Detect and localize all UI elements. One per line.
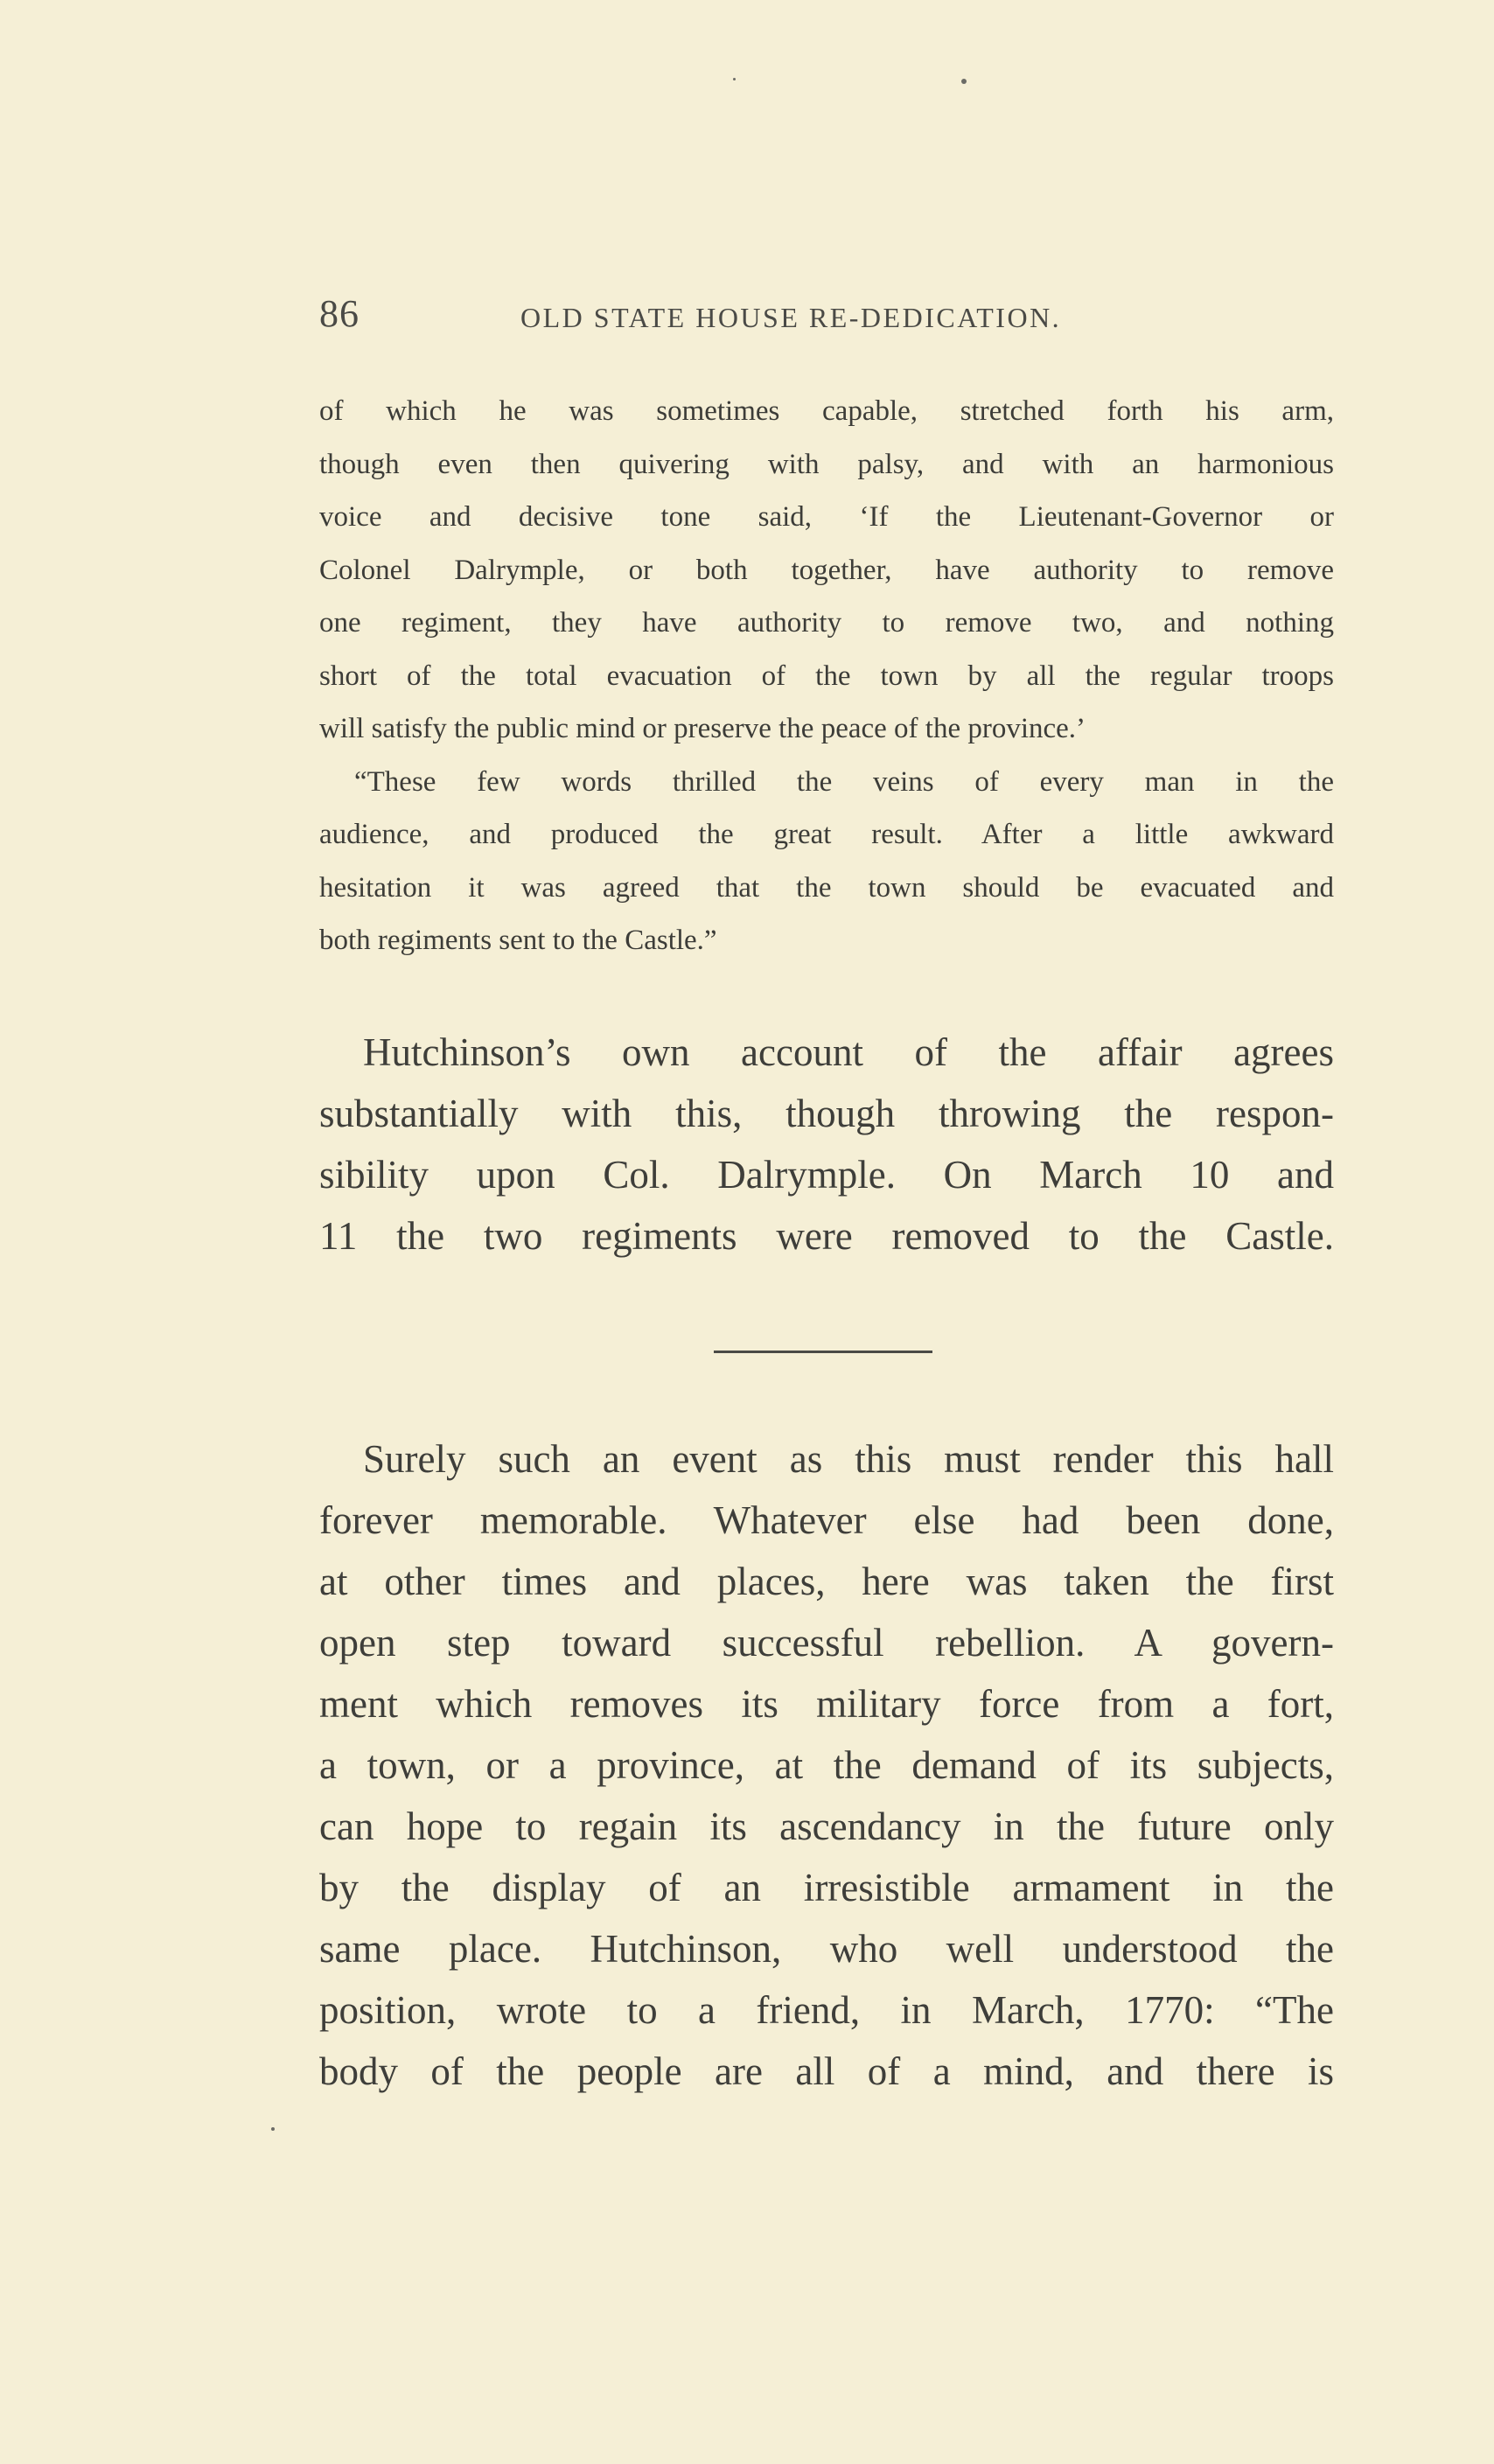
- text-line: Hutchinson’s own account of the affair agrees: [363, 1030, 1334, 1074]
- text-line: a town, or a province, at the demand of its subjects,: [319, 1743, 1334, 1787]
- ink-speck: [271, 2127, 275, 2131]
- paragraph-hutchinson: [319, 1022, 1334, 1267]
- text-line: sibility upon Col. Dalrymple. On March 10 and: [319, 1153, 1334, 1197]
- text-line: will satisfy the public mind or preserve the peace of the province.’: [319, 713, 1086, 744]
- text-line: at other times and places, here was taken the first: [319, 1560, 1334, 1603]
- text-line: “These few words thrilled the veins of every man in the: [354, 765, 1334, 798]
- paragraph-surely: [319, 1428, 1334, 2102]
- text-line: audience, and produced the great result. After a little awkward: [319, 819, 1334, 850]
- text-line: open step toward successful rebellion. A govern-: [319, 1621, 1334, 1665]
- text-line: one regiment, they have authority to remove two, and nothing: [319, 607, 1334, 639]
- running-title: OLD STATE HOUSE RE-DEDICATION.: [520, 302, 1062, 333]
- text-line: of which he was sometimes capable, stretched forth his arm,: [319, 395, 1334, 427]
- text-line: 11 the two regiments were removed to the Castle.: [319, 1214, 1334, 1258]
- page-number: 86: [319, 292, 360, 335]
- text-line: both regiments sent to the Castle.”: [319, 925, 717, 956]
- text-line: voice and decisive tone said, ‘If the Lieutenant-Governor or: [319, 501, 1334, 533]
- text-line: body of the people are all of a mind, and there is: [319, 2049, 1334, 2093]
- text-line: hesitation it was agreed that the town should be evacuated and: [319, 871, 1334, 904]
- ink-speck: [733, 78, 736, 80]
- text-line: though even then quivering with palsy, and with an harmonious: [319, 448, 1334, 480]
- text-line: position, wrote to a friend, in March, 1770: “The: [319, 1988, 1334, 2032]
- text-line: by the display of an irresistible armament in the: [319, 1866, 1334, 1909]
- text-line: ment which removes its military force from a fort,: [319, 1682, 1334, 1726]
- text-line: same place. Hutchinson, who well understood the: [319, 1927, 1334, 1971]
- quoted-passage: [319, 385, 1334, 967]
- text-line: can hope to regain its ascendancy in the future only: [319, 1804, 1334, 1848]
- section-divider: [714, 1351, 932, 1353]
- text-line: Surely such an event as this must render this hall: [363, 1437, 1334, 1481]
- running-head: [319, 291, 1334, 344]
- text-line: substantially with this, though throwing the respon-: [319, 1092, 1334, 1135]
- text-line: forever memorable. Whatever else had been done,: [319, 1498, 1334, 1542]
- text-line: Colonel Dalrymple, or both together, have authority to remove: [319, 554, 1334, 586]
- text-line: short of the total evacuation of the town by all the regular troops: [319, 660, 1334, 692]
- ink-speck: [961, 79, 967, 84]
